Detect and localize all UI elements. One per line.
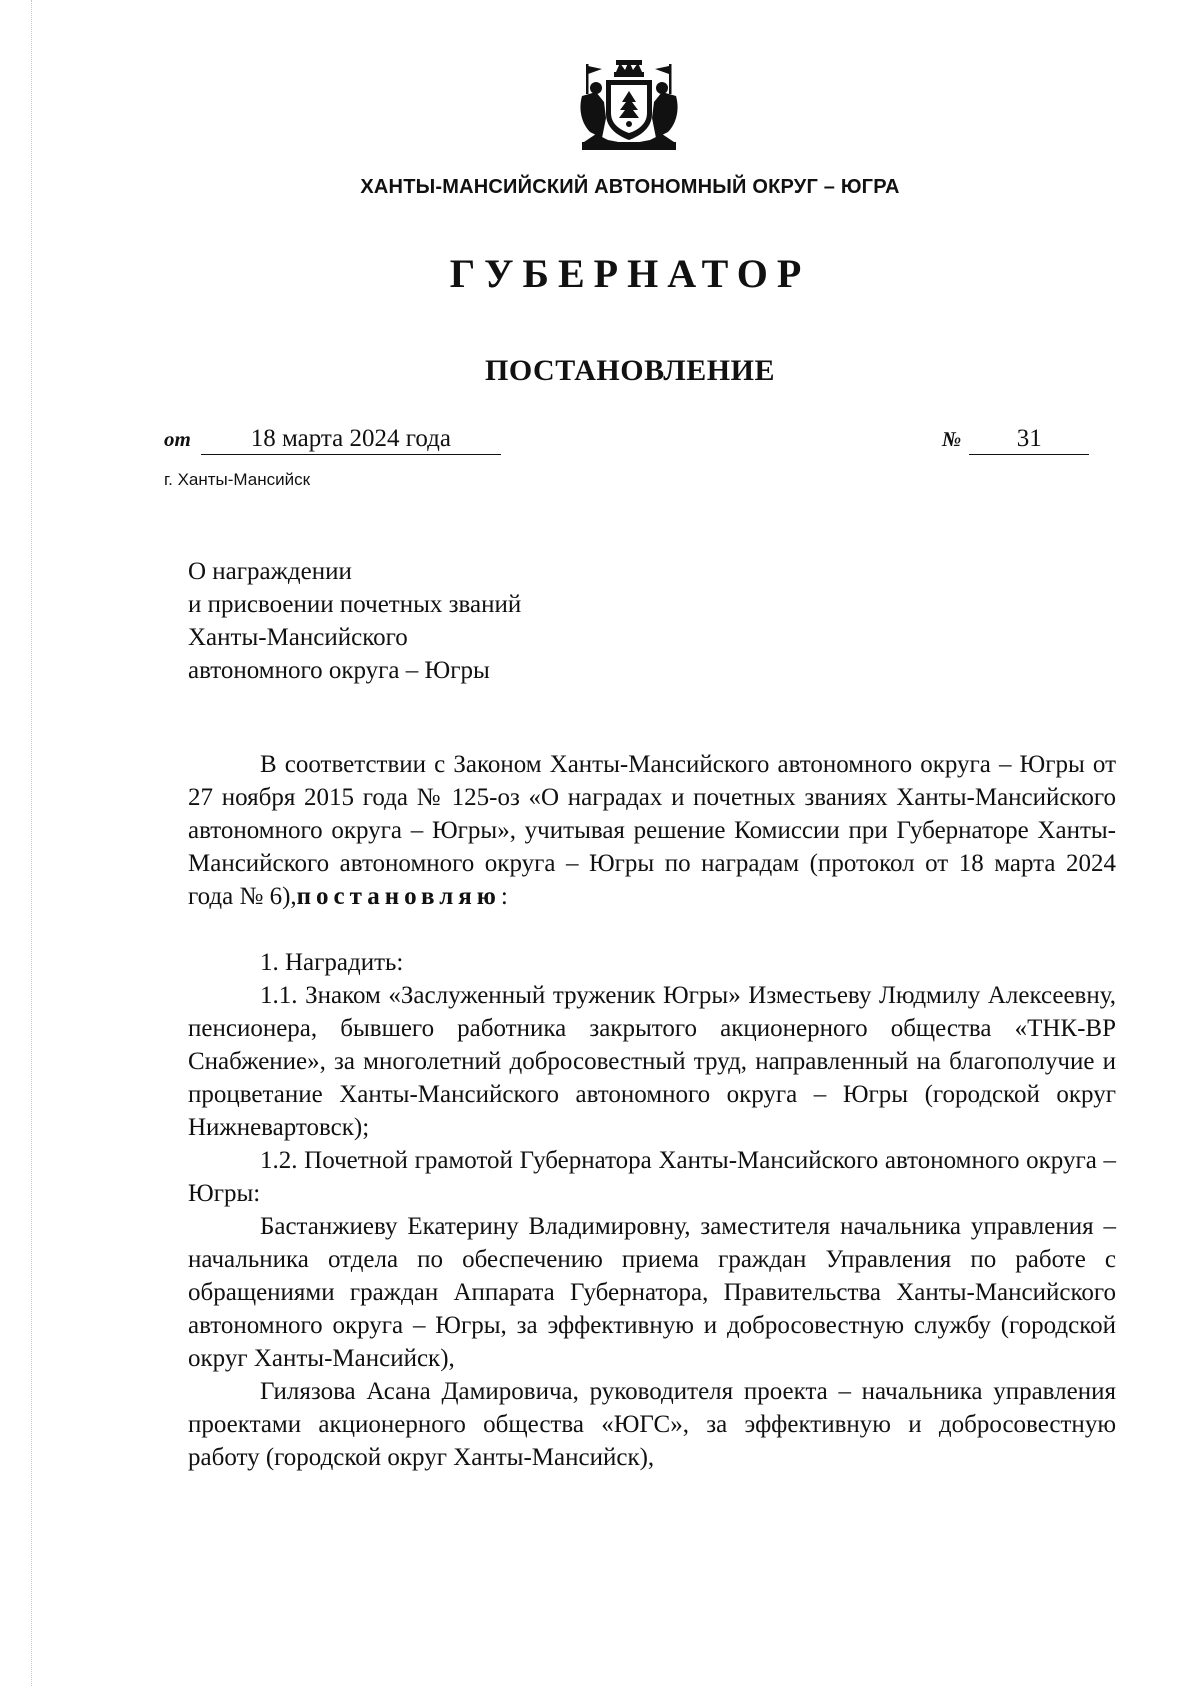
document-city: г. Ханты-Мансийск bbox=[164, 470, 311, 489]
document-subject bbox=[188, 555, 521, 687]
number-label: № bbox=[942, 427, 962, 451]
item-1-1: 1.1. Знаком «Заслуженный труженик Югры» Изместьеву Людмилу Алексеевну, пенсионера, бывшего работника закрытого акционерного общества «ТНК-ВР Снабжение», за многолетний добросовестный труд, направленный на благополучие и процветание Ханты-Мансийского автономного округа – Югры (городской округ Нижневартовск); bbox=[188, 982, 1116, 1141]
document-type: ПОСТАНОВЛЕНИЕ bbox=[485, 354, 775, 387]
paragraph-gap bbox=[188, 913, 1116, 946]
awardee-paragraph: Гилязова Асана Дамировича, руководителя проекта – начальника управления проектами акционерного общества «ЮГС», за эффективную и добросовестную работу (городской округ Ханты-Мансийск), bbox=[188, 1378, 1116, 1471]
subject-line: автономного округа – Югры bbox=[188, 657, 490, 684]
date-value: 18 марта 2024 года bbox=[201, 424, 501, 455]
document-number bbox=[942, 424, 1089, 455]
issuer-title: ГУБЕРНАТОР bbox=[449, 251, 811, 296]
date-label: от bbox=[164, 427, 191, 451]
awardee-paragraph: Бастанжиеву Екатерину Владимировну, заместителя начальника управления – начальника отдела по обеспечению приема граждан Управления по работе с обращениями граждан Аппарата Губернатора, Правительства Ханты-Мансийского автономного округа – Югры, за эффективную и добросовестную службу (городской округ Ханты-Мансийск), bbox=[188, 1213, 1116, 1372]
coat-of-arms-icon bbox=[576, 58, 682, 154]
document-date bbox=[164, 424, 501, 455]
decree-suffix: : bbox=[500, 883, 508, 910]
number-value: 31 bbox=[969, 424, 1089, 455]
preamble-paragraph bbox=[188, 748, 1116, 913]
document-body bbox=[188, 748, 1116, 1474]
subject-line: Ханты-Мансийского bbox=[188, 624, 408, 651]
subject-line: О награждении bbox=[188, 558, 352, 585]
region-name: ХАНТЫ-МАНСИЙСКИЙ АВТОНОМНЫЙ ОКРУГ – ЮГРА bbox=[360, 176, 900, 198]
item-1-2: 1.2. Почетной грамотой Губернатора Ханты-Мансийского автономного округа – Югры: bbox=[188, 1147, 1116, 1207]
preamble-text: В соответствии с Законом Ханты-Мансийского автономного округа – Югры от 27 ноября 2015 года № 125-оз «О наградах и почетных званиях Ханты-Мансийского автономного округа – Югры», учитывая решение Комиссии при Губернаторе Ханты-Мансийского автономного округа – Югры по наградам (протокол от 18 марта 2024 года № 6), bbox=[188, 751, 1116, 910]
subject-line: и присвоении почетных званий bbox=[188, 591, 522, 618]
item-1: 1. Наградить: bbox=[260, 949, 404, 976]
decree-word: постановляю bbox=[296, 883, 501, 910]
